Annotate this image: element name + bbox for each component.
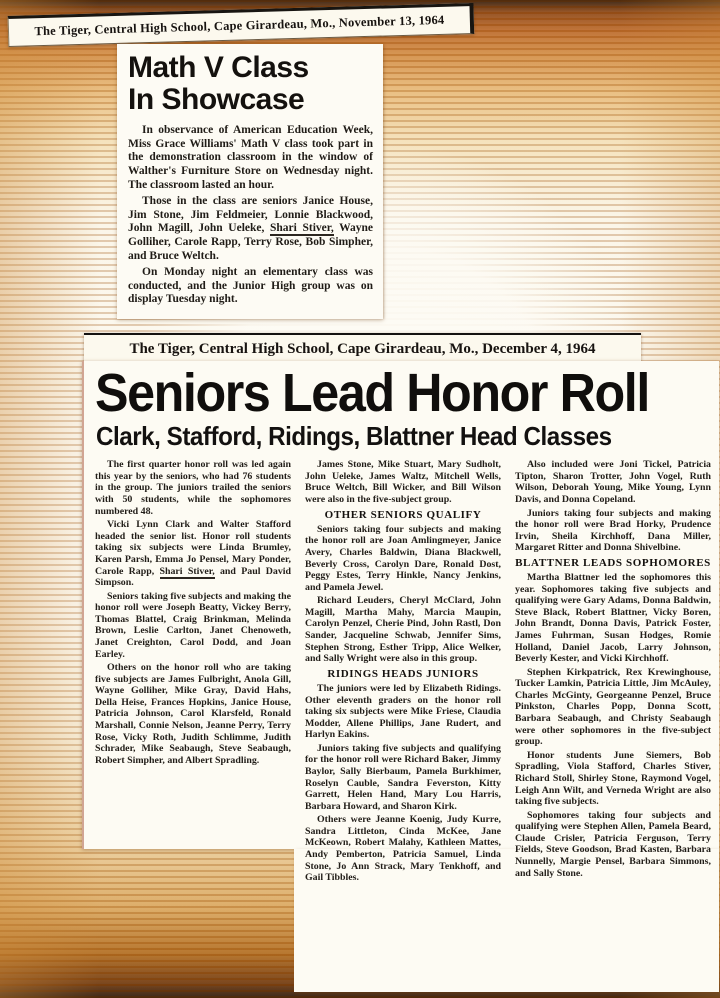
article-paragraph: Juniors taking four subjects and making the honor roll were Brad Horky, Prudence Irvin, Sheila Kirchhoff, Dana Miller, Margaret Ritter and Donna Shivelbine. <box>515 507 711 554</box>
article-column-3 <box>515 459 711 987</box>
article-paragraph: Others on the honor roll who are taking five subjects are James Fulbright, Anola Gill, Wayne Golliher, Mike Gray, David Hahs, Della Heise, Frances Hopkins, Janice House, Patricia Johnson, Carol Klarsfeld, Ronald Marshall, Connie Nelson, Jeanne Perry, Terry Rose, Vicky Roth, Judith Schlimme, Judith Schrader, Mike Seabaugh, Steve Seabaugh, Robert Simpher, and Albert Spradling. <box>95 662 291 766</box>
article-paragraph: The first quarter honor roll was led again this year by the seniors, who had 76 students in the group. The juniors trailed the seniors with 50 students, while the sophomores numbered 48. <box>95 459 291 517</box>
article-paragraph: Seniors taking four subjects and making the honor roll are Joan Amlingmeyer, Janice Avery, Charles Baldwin, Diana Blackwell, Beverly Cross, Carolyn Dare, Ronald Dost, Peggy Estes, Terry Hinkle, Nancy Jenkins, and Pamela Jewel. <box>305 523 501 593</box>
article-column-2 <box>305 459 501 987</box>
math-class-article-clipping <box>117 44 383 319</box>
newspaper-banner-nov-13 <box>8 3 475 47</box>
article-paragraph: On Monday night an elementary class was conducted, and the Junior High group was on display Tuesday night. <box>128 265 373 306</box>
article-paragraph: Juniors taking five subjects and qualifying for the honor roll were Richard Baker, Jimmy Baylor, Sally Bierbaum, Pamela Burkhimer, Roselyn Cauble, Sandra Feverston, Kitty Garrett, Helen Hand, Mary Lou Harris, Barbara Howard, and Sharon Kirk. <box>305 742 501 812</box>
math-headline-line2: In Showcase <box>128 83 305 117</box>
banner-text-nov-13: The Tiger, Central High School, Cape Girardeau, Mo., November 13, 1964 <box>34 12 445 39</box>
article-column-1 <box>95 459 291 987</box>
column-subhead: RIDINGS HEADS JUNIORS <box>327 667 479 680</box>
article-paragraph: James Stone, Mike Stuart, Mary Sudholt, John Ueleke, James Waltz, Mitchell Wells, Bruce Weltch, Bill Wicker, and Bill Wilson were also in the five-subject group. <box>305 459 501 506</box>
article-paragraph: Stephen Kirkpatrick, Rex Krewinghouse, Tucker Lamkin, Patricia Little, Jim McAuley, Charles McGinty, Georgeanne Penzel, Bruce Pinkston, Charles Popp, Donna Scott, Barbara Seabaugh, and Christy Seabaugh were other sophomores in the five-subject group. <box>515 666 711 748</box>
pen-underlined-name: Shari Stiver, <box>270 222 334 235</box>
honor-roll-article-clipping <box>82 361 719 992</box>
honor-roll-columns <box>95 459 711 987</box>
honor-roll-subhead: Clark, Stafford, Ridings, Blattner Head Classes <box>96 421 612 451</box>
article-paragraph: In observance of American Education Week, Miss Grace Williams' Math V class took part in the demonstration classroom in the window of Walther's Furniture Store on Wednesday night. The classroom lasted an hour. <box>128 123 373 191</box>
honor-roll-headline: Seniors Lead Honor Roll <box>95 363 649 423</box>
pen-underlined-name: Shari Stiver, <box>159 565 215 577</box>
math-article-headline <box>128 52 373 117</box>
article-paragraph: The juniors were led by Elizabeth Ridings. Other eleventh graders on the honor roll taking six subjects were Mike Friese, Claudia Modder, Allene Phillips, Jane Rudert, and Harlyn Eakins. <box>305 682 501 741</box>
column-subhead: OTHER SENIORS QUALIFY <box>324 508 482 521</box>
article-paragraph: Seniors taking five subjects and making the honor roll were Joseph Beatty, Vickey Berry, Thomas Blattel, Craig Brinkman, Melinda Brown, Leslie Carlton, Janet Chenoweth, Janet Creighton, Carol Dodd, and Joan Earley. <box>95 590 291 660</box>
column-subhead: BLATTNER LEADS SOPHOMORES <box>515 556 711 569</box>
article-paragraph: Vicki Lynn Clark and Walter Stafford headed the senior list. Honor roll students taking six subjects were Linda Brumley, Karen Parsh, Emma Jo Pensel, Mary Ponder, Carole Rapp, Shari Stiver, and Paul David Simpson. <box>95 519 292 589</box>
article-paragraph: Also included were Joni Tickel, Patricia Tipton, Sharon Trotter, John Vogel, Ruth Wilson, Deborah Young, Mike Young, Lynn Davis, and Donna Copeland. <box>515 459 711 506</box>
article-paragraph: Others were Jeanne Koenig, Judy Kurre, Sandra Littleton, Cinda McKee, Jane McKeown, Robert Malahy, Kathleen Mattes, Andy Pemberton, Patricia Samuel, Linda Stone, Jo Ann Strack, Mary Tenkhoff, and Gail Tibbles. <box>305 814 501 884</box>
math-article-body <box>128 124 373 307</box>
banner-text-dec-4: The Tiger, Central High School, Cape Girardeau, Mo., December 4, 1964 <box>129 340 596 357</box>
article-paragraph: Richard Leuders, Cheryl McClard, John Magill, Martha Mahy, Marcia Maupin, Carolyn Penzel, Cherie Pind, John Rastl, Don Sander, Jacqueline Schwab, Jennifer Sims, Stephen Strong, Esther Tripp, Alice Welker, and Sally Wright were also in this group. <box>305 595 501 665</box>
article-paragraph: Honor students June Siemers, Bob Spradling, Viola Stafford, Charles Stiver, Richard Stoll, Shirley Stone, Raymond Vogel, Leigh Ann Wilt, and Verneda Wright are also taking five subjects. <box>515 749 711 808</box>
article-paragraph: Those in the class are seniors Janice House, Jim Stone, Jim Feldmeier, Lonnie Blackwood, John Magill, John Ueleke, Shari Stiver, Wayne Golliher, Carole Rapp, Terry Rose, Bob Simpher, and Bruce Weltch. <box>128 194 373 262</box>
honor-roll-content <box>82 361 719 987</box>
article-paragraph: Martha Blattner led the sophomores this year. Sophomores taking five subjects and qualifying were Gary Adams, Donna Baldwin, Steve Black, Robert Blattner, Vicky Boren, John Brandt, Donna Davis, Patrick Foster, James Fuhrman, Susan Hodges, Romie Holland, Daniel Jacob, Larry Johnson, Beverly Kester, and Vicki Kirchhoff. <box>515 572 711 665</box>
newspaper-banner-dec-4 <box>84 333 641 363</box>
article-paragraph: Sophomores taking four subjects and qualifying were Stephen Allen, Pamela Beard, Claude Crisler, Patricia Ferguson, Terry Fields, Steve Goodson, Brad Kasten, Barbara Nunnelly, Margie Pensel, Barbara Simmons, and Sally Stone. <box>515 809 711 879</box>
math-headline-line1: Math V Class <box>128 51 309 84</box>
